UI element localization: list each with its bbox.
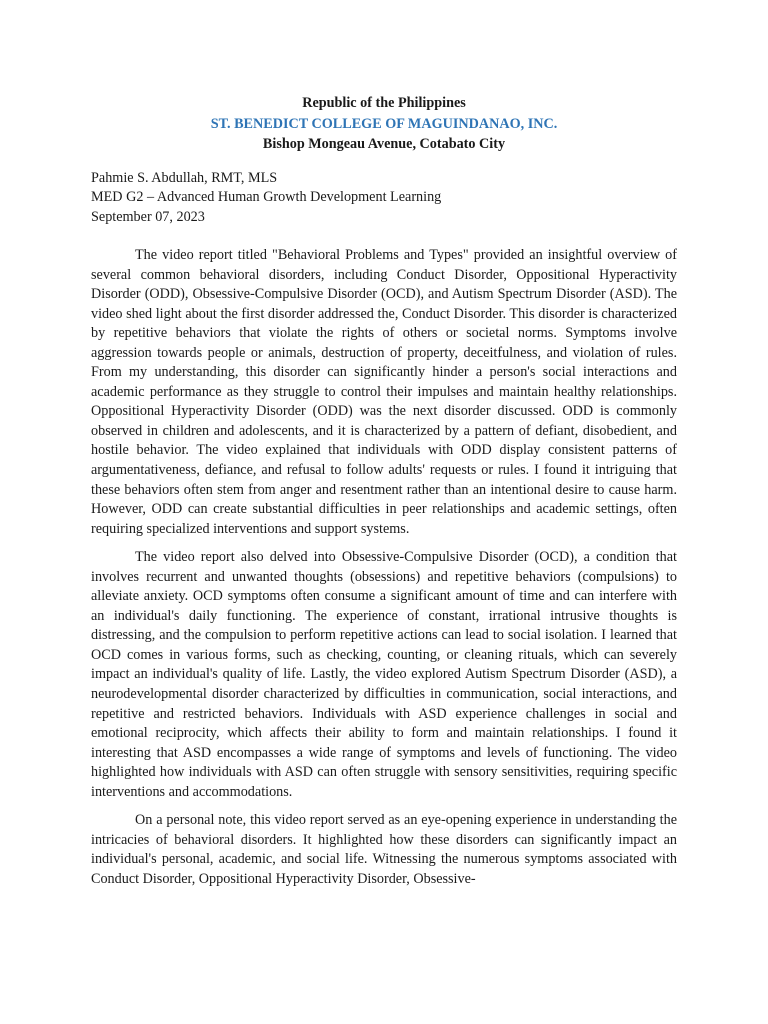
paragraph: The video report also delved into Obsessive-Compulsive Disorder (OCD), a condition that involves recurrent and unwanted thoughts (obsessions) and repetitive behaviors (compulsions) to alleviate anxiety. OCD symptoms often consume a significant amount of time and can interfere with an individual's daily functioning. The experience of constant, irrational intrusive thoughts is distressing, and the compulsion to perform repetitive actions can lead to social isolation. I learned that OCD comes in various forms, such as checking, counting, or cleaning rituals, which can severely impact an individual's quality of life. Lastly, the video explored Autism Spectrum Disorder (ASD), a neurodevelopmental disorder characterized by difficulties in communication, social interactions, and repetitive and restricted behaviors. Individuals with ASD experience challenges in social and emotional reciprocity, which affects their ability to form and maintain relationships. I found it interesting that ASD encompasses a wide range of symptoms and levels of functioning. The video highlighted how individuals with ASD can often struggle with sensory sensitivities, requiring specific interventions and accommodations.: [91, 549, 677, 800]
college-name: ST. BENEDICT COLLEGE OF MAGUINDANAO, INC.: [210, 115, 558, 132]
paragraph: On a personal note, this video report served as an eye-opening experience in understanding the intricacies of behavioral disorders. It highlighted how these disorders can significantly impact an individual's personal, academic, and social life. Witnessing the numerous symptoms associated with Conduct Disorder, Oppositional Hyperactivity Disorder, Obsessive-: [91, 812, 677, 887]
author-block: [91, 169, 677, 228]
document-page: [91, 93, 677, 899]
republic-heading: Republic of the Philippines: [302, 95, 466, 111]
author-name: Pahmie S. Abdullah, RMT, MLS: [91, 169, 278, 186]
letterhead: [91, 93, 677, 155]
document-date: September 07, 2023: [91, 208, 205, 225]
course-title: MED G2 – Advanced Human Growth Development Learning: [91, 189, 442, 205]
essay-body: [91, 246, 677, 890]
paragraph: The video report titled "Behavioral Problems and Types" provided an insightful overview of several common behavioral disorders, including Conduct Disorder, Oppositional Hyperactivity Disorder (ODD), Obsessive-Compulsive Disorder (OCD), and Autism Spectrum Disorder (ASD). The video shed light about the first disorder addressed the, Conduct Disorder. This disorder is characterized by repetitive behaviors that violate the rights of others or societal norms. Symptoms involve aggression towards people or animals, destruction of property, deceitfulness, and violation of rules. From my understanding, this disorder can significantly hinder a person's social interactions and academic performance as they struggle to control their impulses and maintain healthy relationships. Oppositional Hyperactivity Disorder (ODD) was the next disorder discussed. ODD is commonly observed in children and adolescents, and it is characterized by a pattern of defiant, disobedient, and hostile behavior. The video explained that individuals with ODD display consistent patterns of argumentativeness, defiance, and refusal to follow adults' requests or rules. I found it intriguing that these behaviors often stem from anger and resentment rather than an intentional desire to cause harm. However, ODD can create substantial difficulties in peer relationships and academic settings, often requiring specialized interventions and support systems.: [91, 247, 677, 537]
college-address: Bishop Mongeau Avenue, Cotabato City: [262, 136, 506, 152]
